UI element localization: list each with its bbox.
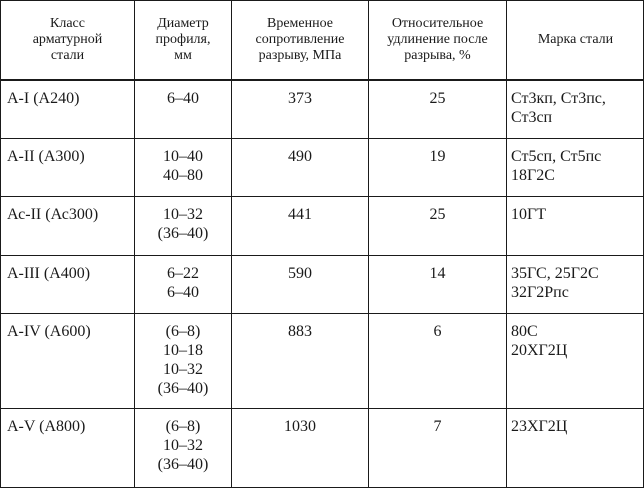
elongation-value: 25 [429,90,446,107]
class-value: А-III (А400) [7,264,91,282]
elongation-value: 19 [429,147,446,165]
grade-value: Ст3кп, Ст3пс, Ст3сп [511,90,606,126]
class-value: А-V (А800) [7,418,86,436]
diameter-value: 10–32 (36–40) [157,206,209,243]
tensile-value: 1030 [284,418,316,436]
elongation-value: 14 [429,264,446,282]
header-grade-label: Марка стали [537,32,614,47]
diameter-value: 6–22 6–40 [167,264,199,301]
tensile-value: 883 [288,323,312,341]
header-class-label: Класс арматурной стали [32,16,103,63]
tensile-value: 441 [288,206,312,224]
diameter-value: (6–8) 10–32 (36–40) [157,418,209,474]
diameter-value: 10–40 40–80 [163,147,203,184]
grade-value: 35ГС, 25Г2С 32Г2Рпс [511,264,599,301]
class-value: А-I (А240) [7,90,80,107]
class-value: А-IV (А600) [7,323,91,341]
grade-value: 80С 20ХГ2Ц [511,323,568,360]
header-elongation-label: Относительное удлинение после разрыва, % [387,16,488,63]
header-tensile-label: Временное сопротивление разрыву, МПа [255,16,345,63]
class-value: А-II (А300) [7,147,85,165]
header-diameter-label: Диаметр профиля, мм [155,16,211,63]
elongation-value: 25 [429,206,446,224]
diameter-value: (6–8) 10–18 10–32 (36–40) [157,323,209,398]
grade-value: 10ГТ [511,206,547,224]
grade-value: 23ХГ2Ц [511,418,568,436]
tensile-value: 490 [288,147,312,165]
tensile-value: 590 [288,264,312,282]
grade-value: Ст5сп, Ст5пс 18Г2С [511,147,602,184]
class-value: Ас-II (Ас300) [7,206,99,224]
tensile-value: 373 [288,90,312,107]
elongation-value: 7 [433,418,442,436]
diameter-value: 6–40 [167,90,199,107]
elongation-value: 6 [433,323,442,341]
